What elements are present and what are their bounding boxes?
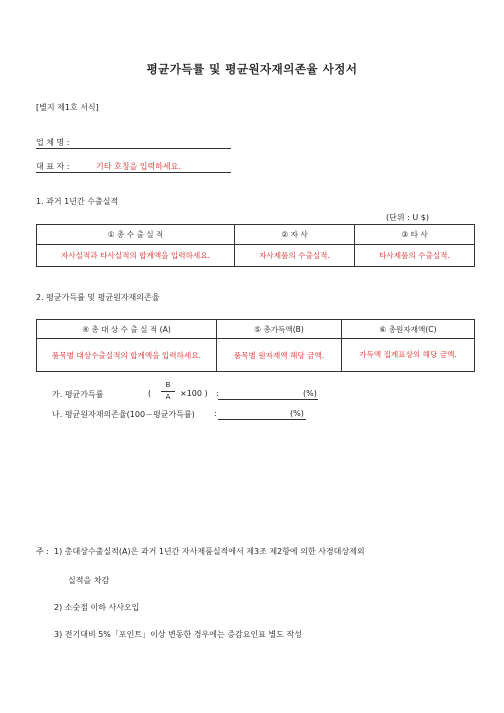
header-own-company: ② 자 사 [235, 225, 355, 245]
earning-table [36, 319, 475, 372]
fraction-bar [161, 391, 175, 392]
header-total-earning: ⑤ 총가득액(B) [217, 320, 342, 339]
header-total-export: ① 총 수 출 실 적 [37, 225, 235, 245]
formula-open-paren: ( [148, 389, 152, 398]
formula-times: ×100 ) [180, 389, 208, 398]
form-label: [별지 제1호 서식] [36, 103, 99, 112]
total-export-input[interactable]: 자사실적과 타사실적의 합계액을 입력하세요. [37, 245, 235, 267]
formula-colon-2: : [214, 409, 217, 418]
own-export-input[interactable]: 자사제품의 수출실적. [235, 245, 355, 267]
fraction-numerator: B [165, 381, 171, 389]
earning-input[interactable]: 품목별 원자재액 해당 금액. [217, 339, 342, 372]
target-export-input[interactable]: 품목별 대상수출실적의 합계액을 입력하세요. [37, 339, 217, 372]
formula-colon: : [216, 389, 219, 398]
export-table [36, 224, 475, 267]
fraction-denominator: A [165, 393, 171, 401]
company-underline [36, 148, 231, 149]
note-3: 3) 전기대비 5%「포인트」이상 변동한 경우에는 증감요인표 별도 작성 [54, 630, 302, 639]
note-1: 1) 총대상수출실적(A)은 과거 1년간 자사제품실적에서 제3조 제2항에 의한 사경대상제외 [54, 547, 365, 556]
note-1-cont: 실적을 차감 [68, 576, 110, 585]
header-target-export: ④ 총 대 상 수 출 실 적 (A) [37, 320, 217, 339]
note-2: 2) 소숫점 이하 사사오입 [54, 603, 140, 612]
representative-underline [36, 172, 231, 173]
header-total-material: ⑥ 총원자재액(C) [342, 320, 475, 339]
unit-label: (단위 : U $) [386, 213, 429, 222]
avg-material-label: 나. 평균원자재의존율(100－평균가득률) [52, 410, 195, 419]
representative-field[interactable]: 기타 호칭을 입력하세요. [96, 162, 181, 171]
section1-heading: 1. 과거 1년간 수출실적 [36, 197, 119, 206]
avg-earning-field[interactable] [218, 399, 318, 400]
material-input[interactable]: 가득액 집계표상의 해당 금액. [342, 339, 475, 372]
page-title: 평균가득률 및 평균원자재의존율 사정서 [146, 62, 358, 76]
avg-material-field[interactable] [218, 419, 306, 420]
notes-prefix: 주 : [36, 547, 49, 556]
section2-heading: 2. 평균가득률 및 평균원자재의존율 [36, 293, 160, 302]
avg-earning-label: 가. 평균가득률 [52, 390, 104, 399]
header-other-company: ③ 타 사 [355, 225, 475, 245]
other-export-input[interactable]: 타사제품의 수출실적. [355, 245, 475, 267]
representative-label: 대 표 자 : [36, 162, 70, 171]
company-label: 업 체 명 : [36, 138, 70, 147]
percent-unit-2: (%) [290, 409, 304, 418]
percent-unit-1: (%) [303, 389, 317, 398]
